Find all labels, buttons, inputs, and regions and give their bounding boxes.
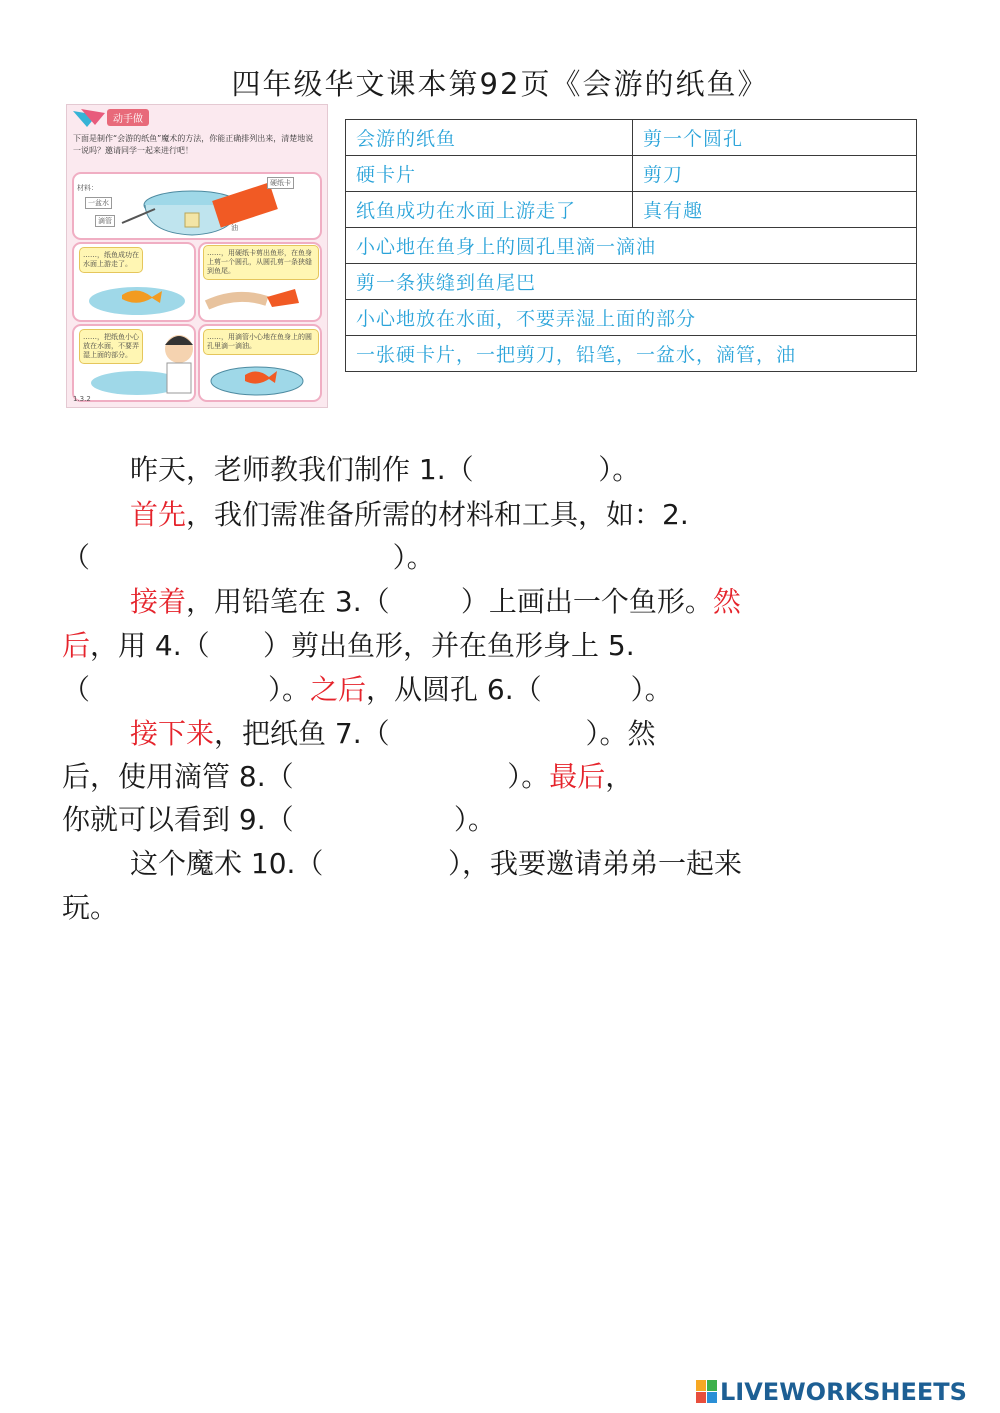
passage-text: ，用 4.（ ）剪出鱼形，并在鱼形身上 5. [90, 629, 635, 662]
sequence-word: 然 [712, 585, 741, 618]
passage-line-7 [130, 712, 655, 752]
sequence-word: 之后 [310, 673, 367, 706]
passage-text: ，我们需准备所需的材料和工具，如：2. [186, 498, 689, 531]
passage-text: ，把纸鱼 7.（ ）。然 [214, 717, 656, 750]
textbook-heading: 动手做 [107, 109, 149, 126]
sequence-word: 后 [62, 629, 91, 662]
passage-line-8 [62, 755, 633, 795]
passage-line-6 [62, 668, 673, 708]
liveworksheets-logo [696, 1378, 967, 1406]
step-note-b: ……，用硬纸卡剪出鱼形，在鱼身上剪一个圆孔，从圆孔剪一条狭缝到鱼尾。 [203, 245, 319, 280]
item-oil: 油 [231, 224, 238, 232]
textbook-page-image [66, 104, 328, 408]
sequence-word: 接下来 [130, 717, 215, 750]
liveworksheets-logo-icon [696, 1380, 718, 1404]
passage-line-2 [130, 493, 689, 533]
passage-line-4 [130, 580, 741, 620]
passage-line-5 [62, 624, 635, 664]
word-bank-cell[interactable]: 纸鱼成功在水面上游走了 [346, 192, 633, 228]
sequence-word: 接着 [130, 585, 187, 618]
table-row [346, 156, 917, 192]
passage-text: （ ）。 [62, 673, 311, 706]
word-bank-cell[interactable]: 剪一个圆孔 [633, 120, 917, 156]
table-row [346, 300, 917, 336]
word-bank-cell[interactable]: 剪一条狭缝到鱼尾巴 [346, 264, 917, 300]
step-note-a: ……，纸鱼成功在水面上游走了。 [79, 247, 143, 273]
word-bank-cell[interactable]: 硬卡片 [346, 156, 633, 192]
word-bank-cell[interactable]: 小心地在鱼身上的圆孔里滴一滴油 [346, 228, 917, 264]
passage-text: ，从圆孔 6.（ ）。 [366, 673, 673, 706]
passage-text: 后，使用滴管 8.（ ）。 [62, 760, 550, 793]
word-bank-cell[interactable]: 小心地放在水面，不要弄湿上面的部分 [346, 300, 917, 336]
step-note-d: ……，用滴管小心地在鱼身上的圆孔里滴一滴油。 [203, 329, 319, 355]
page-title: 四年级华文课本第92页《会游的纸鱼》 [231, 67, 769, 101]
table-row [346, 192, 917, 228]
word-bank-table [345, 119, 917, 372]
materials-label: 材料： [77, 184, 98, 192]
word-bank-cell[interactable]: 一张硬卡片，一把剪刀，铅笔，一盆水，滴管，油 [346, 336, 917, 372]
word-bank-cell[interactable]: 剪刀 [633, 156, 917, 192]
table-row [346, 336, 917, 372]
word-bank-cell[interactable]: 会游的纸鱼 [346, 120, 633, 156]
logo-text: LIVEWORKSHEETS [720, 1378, 967, 1406]
item-basin: 一盆水 [85, 197, 112, 209]
passage-text: ， [605, 760, 634, 793]
step-note-c: ……，把纸鱼小心放在水面，不要弄湿上面的部分。 [79, 329, 143, 364]
table-row [346, 120, 917, 156]
textbook-page-tag: 1.3.2 [73, 395, 91, 403]
passage-line-9: 你就可以看到 9.（ ）。 [62, 803, 496, 836]
sequence-word: 最后 [549, 760, 606, 793]
item-card: 硬纸卡 [267, 177, 294, 189]
passage-text: ，用铅笔在 3.（ ）上画出一个鱼形。 [186, 585, 713, 618]
word-bank-cell[interactable]: 真有趣 [633, 192, 917, 228]
passage-line-10: 这个魔术 10.（ ），我要邀请弟弟一起来 [130, 847, 743, 880]
passage-line-3: （ ）。 [62, 541, 435, 574]
item-dropper: 滴管 [95, 215, 115, 227]
textbook-intro: 下面是制作“会游的纸鱼”魔术的方法，你能正确排列出来，清楚地说一说吗？邀请同学一起来进行吧！ [73, 134, 314, 155]
table-row [346, 264, 917, 300]
passage-line-11: 玩。 [62, 891, 119, 924]
table-row [346, 228, 917, 264]
passage-line-1: 昨天，老师教我们制作 1.（ ）。 [130, 453, 641, 486]
sequence-word: 首先 [130, 498, 187, 531]
